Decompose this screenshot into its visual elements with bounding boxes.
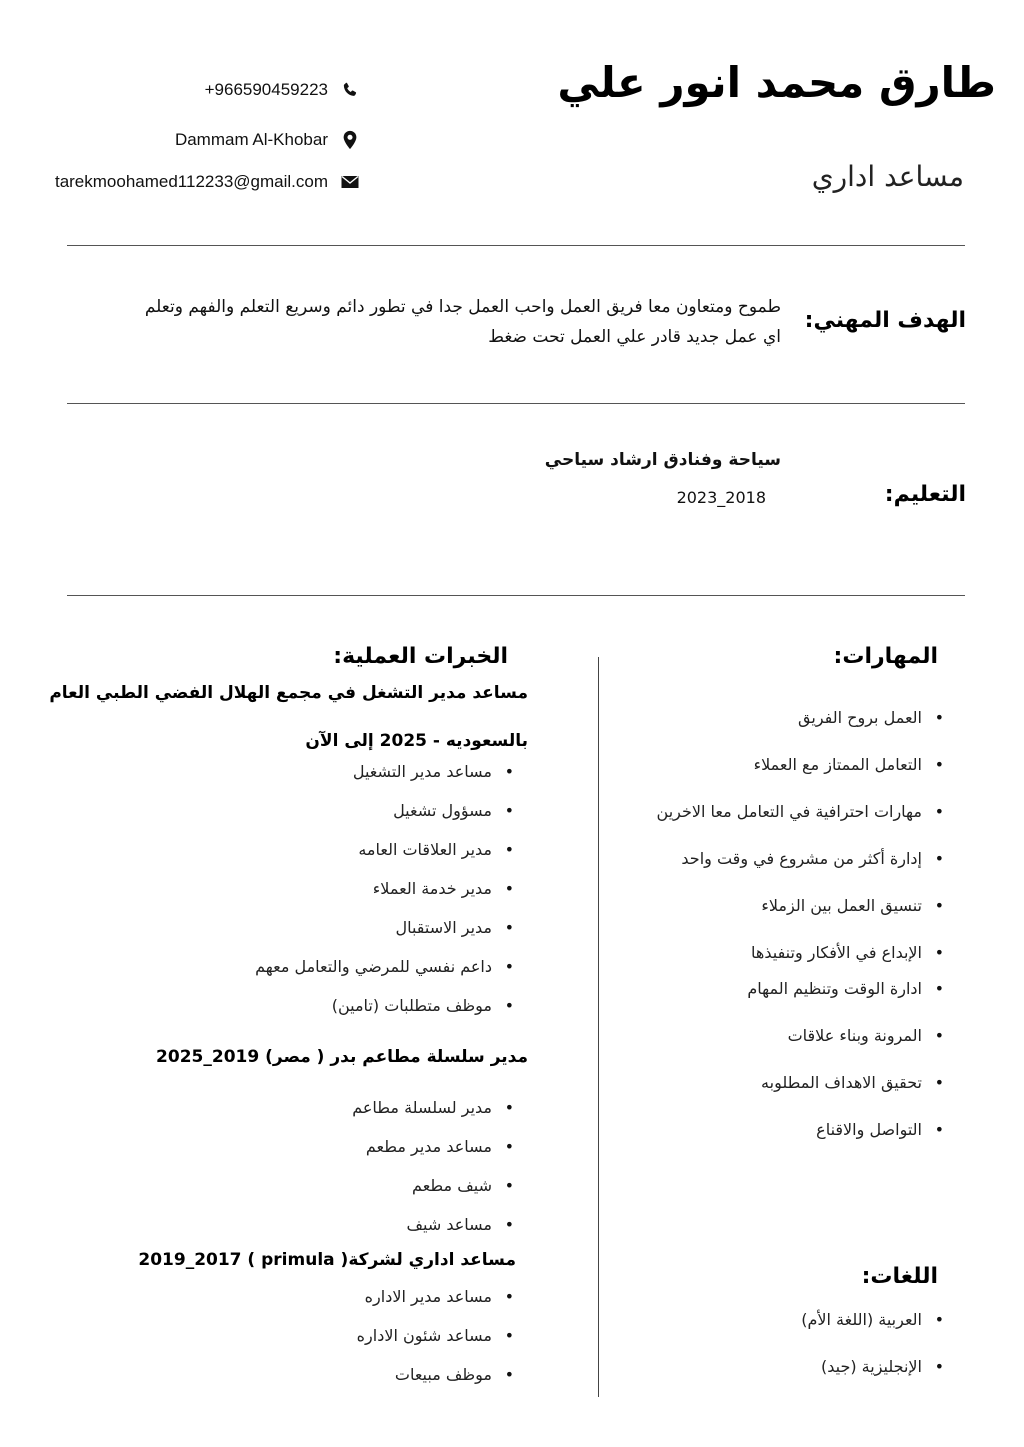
list-item: • مساعد مدير مطعم	[194, 1137, 514, 1176]
email-text: tarekmoohamed112233@gmail.com	[54, 172, 328, 191]
location-text: Dammam Al-Khobar	[174, 130, 328, 149]
phone-icon	[340, 80, 360, 100]
contact-phone-row	[205, 80, 360, 100]
job-1-period: بالسعوديه - 2025 إلى الآن	[305, 731, 528, 751]
divider	[67, 595, 965, 596]
education-heading: التعليم:	[884, 482, 966, 507]
list-item: • مساعد شيف	[194, 1215, 514, 1254]
skills-heading: المهارات:	[833, 644, 938, 669]
contact-email-row	[55, 172, 360, 192]
languages-list	[604, 1310, 944, 1404]
job-3-title: مساعد اداري لشركة( primula ) 2019_2017	[138, 1250, 516, 1270]
list-item: • ادارة الوقت وتنظيم المهام	[604, 979, 944, 1026]
job-2-duties	[194, 1098, 514, 1254]
contact-location-row	[175, 130, 360, 150]
list-item: • تنسيق العمل بين الزملاء	[604, 896, 944, 943]
list-item: • مدير الاستقبال	[194, 918, 514, 957]
list-item: • مهارات احترافية في التعامل معا الاخرين	[604, 802, 944, 849]
list-item: • المرونة وبناء علاقات	[604, 1026, 944, 1073]
phone-number: +966590459223	[204, 80, 328, 99]
job-2-title: مدير سلسلة مطاعم بدر ( مصر) 2019_2025	[156, 1047, 528, 1067]
languages-heading: اللغات:	[861, 1264, 938, 1289]
list-item: • تحقيق الاهداف المطلوبه	[604, 1073, 944, 1120]
list-item: • العمل بروح الفريق	[604, 708, 944, 755]
list-item: • الإبداع في الأفكار وتنفيذها	[604, 943, 944, 979]
list-item: • التعامل الممتاز مع العملاء	[604, 755, 944, 802]
list-item: • التواصل والاقناع	[604, 1120, 944, 1167]
envelope-icon	[340, 172, 360, 192]
list-item: • مساعد مدير الاداره	[194, 1287, 514, 1326]
list-item: • مسؤول تشغيل	[194, 801, 514, 840]
job-1-title: مساعد مدير التشغل في مجمع الهلال الفضي الطبي العام	[49, 683, 528, 703]
experience-heading: الخبرات العملية:	[333, 644, 508, 669]
job-3-duties	[194, 1287, 514, 1404]
objective-text: طموح ومتعاون معا فريق العمل واحب العمل جدا في تطور دائم وسريع التعلم والفهم وتعلم اي عمل جديد قادر علي العمل تحت ضغط	[144, 297, 781, 347]
list-item: • مدير خدمة العملاء	[194, 879, 514, 918]
map-pin-icon	[340, 130, 360, 150]
list-item: • موظف مبيعات	[194, 1365, 514, 1404]
column-divider	[598, 657, 599, 1397]
list-item: • العربية (اللغة الأم)	[604, 1310, 944, 1357]
list-item: • مدير لسلسلة مطاعم	[194, 1098, 514, 1137]
list-item: • مساعد مدير التشغيل	[194, 762, 514, 801]
list-item: • موظف متطلبات (تامين)	[194, 996, 514, 1035]
education-degree: سياحة وفنادق ارشاد سياحي	[544, 450, 781, 470]
objective-heading: الهدف المهني:	[804, 308, 966, 333]
list-item: • إدارة أكثر من مشروع في وقت واحد	[604, 849, 944, 896]
list-item: • مساعد شئون الاداره	[194, 1326, 514, 1365]
candidate-name: طارق محمد انور علي	[557, 58, 996, 107]
job-1-duties	[194, 762, 514, 1035]
job-title: مساعد اداري	[811, 160, 964, 193]
list-item: • شيف مطعم	[194, 1176, 514, 1215]
divider	[67, 245, 965, 246]
list-item: • الإنجليزية (جيد)	[604, 1357, 944, 1404]
list-item: • مدير العلاقات العامه	[194, 840, 514, 879]
education-years: 2018_2023	[676, 488, 766, 507]
divider	[67, 403, 965, 404]
skills-list	[604, 708, 944, 1167]
list-item: • داعم نفسي للمرضي والتعامل معهم	[194, 957, 514, 996]
